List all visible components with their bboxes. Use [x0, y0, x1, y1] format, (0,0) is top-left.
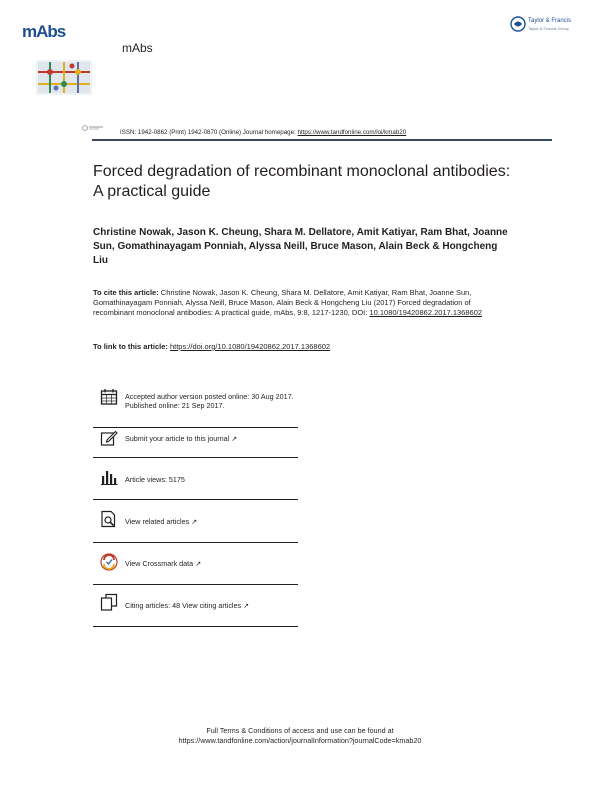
external-link-icon: ↗ — [231, 436, 238, 443]
citation-text: Christine Nowak, Jason K. Cheung, Shara M. Dellatore, Amit Katiyar, Ram Bhat, Joanne Sun, Gomathinayagam Ponniah, Alyssa Neill, Bruce Mason, Alain Beck & Hongcheng Liu (2017) Forced degradation of recombinant monoclonal antibodies: A practical guide, mAbs, 9:8, 1217-1230, DOI: — [93, 288, 472, 317]
article-link-line — [93, 342, 330, 351]
footer — [0, 726, 600, 746]
article-title: Forced degradation of recombinant monoclonal antibodies: A practical guide — [93, 163, 511, 200]
external-link-icon: ↗ — [195, 561, 202, 568]
issn-line — [120, 129, 406, 136]
citing-label: Citing articles: 48 View citing articles — [125, 601, 242, 610]
panel-divider — [93, 626, 298, 627]
crossmark-icon — [100, 553, 118, 571]
article-authors: Christine Nowak, Jason K. Cheung, Shara M. Dellatore, Amit Katiyar, Ram Bhat, Joanne Sun, Gomathinayagam Ponniah, Alyssa Neill, Bruce Mason, Alain Beck & Hongcheng Liu — [93, 227, 508, 266]
footer-terms-link[interactable]: https://www.tandfonline.com/action/journalInformation?journalCode=kmab20 — [178, 736, 422, 745]
view-related-articles-link[interactable] — [125, 518, 295, 528]
publisher-logo-name: Taylor & Francis — [528, 18, 572, 24]
publisher-logo-subname: Taylor & Francis Group — [528, 26, 569, 31]
crossmark-row[interactable] — [93, 543, 298, 585]
footer-terms-text: Full Terms & Conditions of access and use can be found at — [206, 726, 394, 735]
calendar-icon — [100, 388, 118, 406]
published-date: Published online: 21 Sep 2017. — [125, 400, 225, 410]
submit-row[interactable] — [93, 428, 298, 458]
mabs-logo-text: mAbs — [22, 22, 66, 41]
dates-row — [93, 380, 298, 428]
small-publisher-icon — [82, 125, 104, 131]
accepted-date: Accepted author version posted online: 30 Aug 2017. — [125, 392, 294, 401]
journal-cover-image — [36, 60, 92, 95]
mabs-logo — [22, 22, 66, 42]
dates-text — [125, 393, 295, 410]
header-divider — [92, 139, 552, 141]
submit-article-link[interactable] — [125, 435, 295, 445]
link-label: To link to this article: — [93, 342, 170, 351]
view-crossmark-link[interactable] — [125, 560, 295, 570]
citation-label: To cite this article: — [93, 288, 159, 297]
publisher-logo-text — [528, 18, 571, 32]
article-doi-url-link[interactable]: https://doi.org/10.1080/19420862.2017.1368602 — [169, 342, 331, 351]
bar-chart-icon — [100, 468, 118, 486]
submit-label: Submit your article to this journal — [125, 434, 230, 443]
taylor-francis-logo-icon — [510, 16, 526, 32]
journal-name: mAbs — [122, 41, 153, 55]
journal-homepage-link[interactable]: https://www.tandfonline.com/loi/kmab20 — [297, 129, 407, 136]
citing-documents-icon — [100, 593, 118, 611]
external-link-icon: ↗ — [243, 603, 249, 610]
related-label: View related articles — [125, 517, 190, 526]
article-views: Article views: 5175 — [125, 475, 185, 484]
doi-link[interactable]: 10.1080/19420862.2017.1368602 — [369, 308, 483, 317]
external-link-icon: ↗ — [191, 519, 198, 526]
citation-block — [93, 288, 511, 318]
related-row[interactable] — [93, 500, 298, 543]
views-row — [93, 458, 298, 500]
pencil-edit-icon — [100, 429, 118, 447]
citing-articles-link[interactable] — [125, 602, 295, 612]
document-search-icon — [100, 510, 118, 528]
citing-row[interactable] — [93, 585, 298, 627]
crossmark-label: View Crossmark data — [125, 559, 194, 568]
issn-text: ISSN: 1942-0862 (Print) 1942-0870 (Online) Journal homepage: — [120, 129, 298, 136]
